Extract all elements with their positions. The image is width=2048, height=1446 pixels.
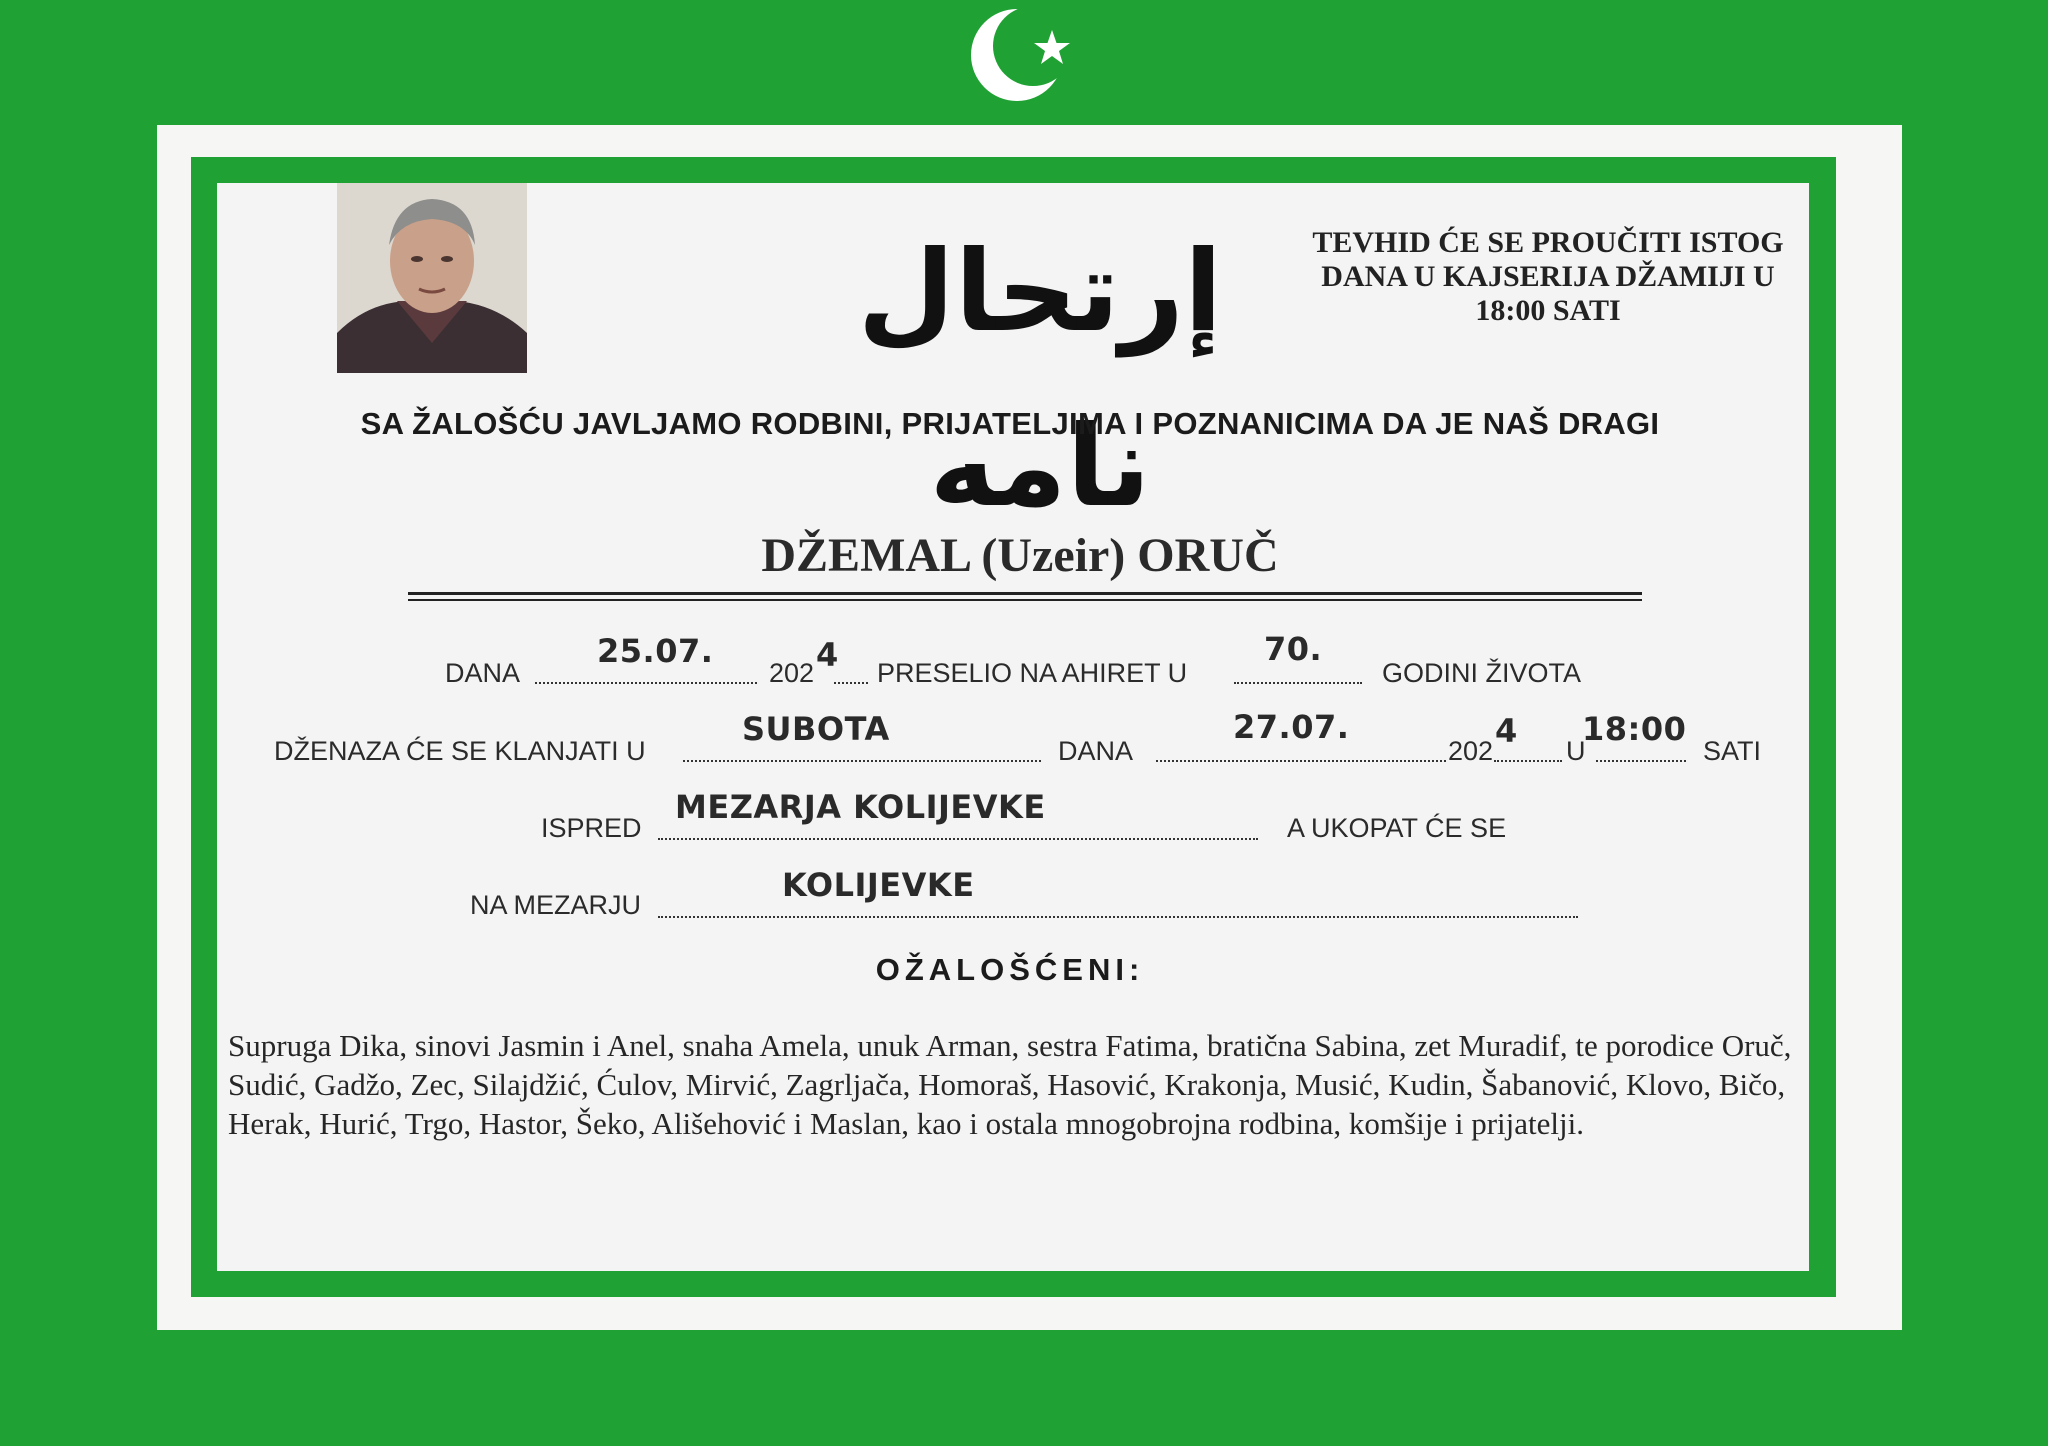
label-dzenaza: DŽENAZA ĆE SE KLANJATI U bbox=[274, 736, 646, 766]
dotted-line bbox=[1596, 760, 1686, 762]
name-underline bbox=[408, 599, 1642, 601]
year-prefix: 202 bbox=[1448, 736, 1494, 766]
year-prefix: 202 bbox=[769, 658, 815, 688]
mourners-list: Supruga Dika, sinovi Jasmin i Anel, snaha Amela, unuk Arman, sestra Fatima, bratična Sabina, zet Muradif, te porodice Oruč, Sudić, Gadžo, Zec, Silajdžić, Ćulov, Mirvić, Zagrljača, Homoraš, Hasović, Krakonja, Musić, Kudin, Šabanović, Klovo, Bičo, Herak, Hurić, Trgo, Hastor, Šeko, Ališehović i Maslan, kao i ostala mnogobrojna rodbina, komšije i prijatelji. bbox=[228, 1028, 1792, 1141]
dotted-line bbox=[1234, 682, 1362, 684]
death-date: 25.07. bbox=[597, 632, 714, 670]
crescent-star-icon bbox=[965, 0, 1085, 110]
tevhid-note bbox=[1268, 226, 1828, 328]
tevhid-line: 18:00 SATI bbox=[1475, 294, 1621, 327]
deceased-name: DŽEMAL (Uzeir) ORUČ bbox=[761, 529, 1279, 582]
label-ukopat: A UKOPAT ĆE SE bbox=[1287, 813, 1507, 843]
tevhid-line: TEVHID ĆE SE PROUČITI ISTOG bbox=[1312, 226, 1784, 259]
dotted-line bbox=[1156, 760, 1446, 762]
age-value: 70. bbox=[1264, 630, 1323, 668]
label-na-mezarju: NA MEZARJU bbox=[470, 890, 642, 920]
funeral-date: 27.07. bbox=[1233, 708, 1350, 746]
funeral-location: MEZARJA KOLIJEVKE bbox=[675, 788, 1046, 826]
dotted-line bbox=[1494, 760, 1562, 762]
dotted-line bbox=[658, 916, 1578, 918]
funeral-year-digit: 4 bbox=[1495, 712, 1518, 750]
label-dana: DANA bbox=[445, 658, 521, 688]
dotted-line bbox=[834, 682, 868, 684]
funeral-time: 18:00 bbox=[1582, 710, 1687, 748]
dotted-line bbox=[535, 682, 757, 684]
arabic-title: إرتحال نامه bbox=[857, 227, 1223, 532]
mourners-heading: OŽALOŠĆENI: bbox=[875, 952, 1145, 987]
label-sati: SATI bbox=[1703, 736, 1762, 766]
death-year-digit: 4 bbox=[816, 636, 839, 674]
name-underline bbox=[408, 592, 1642, 595]
funeral-day: SUBOTA bbox=[742, 710, 890, 748]
label-preselio: PRESELIO NA AHIRET U bbox=[877, 658, 1188, 688]
announcement-text: SA ŽALOŠĆU JAVLJAMO RODBINI, PRIJATELJIMA I POZNANICIMA DA JE NAŠ DRAGI bbox=[360, 406, 1660, 441]
burial-place: KOLIJEVKE bbox=[782, 866, 975, 904]
dotted-line bbox=[683, 760, 1041, 762]
label-u: U bbox=[1566, 736, 1586, 766]
label-ispred: ISPRED bbox=[541, 813, 642, 843]
label-dana: DANA bbox=[1058, 736, 1134, 766]
dotted-line bbox=[658, 838, 1258, 840]
deceased-photo bbox=[337, 183, 527, 373]
tevhid-line: DANA U KAJSERIJA DŽAMIJI U bbox=[1321, 260, 1775, 293]
label-godini: GODINI ŽIVOTA bbox=[1382, 658, 1582, 688]
